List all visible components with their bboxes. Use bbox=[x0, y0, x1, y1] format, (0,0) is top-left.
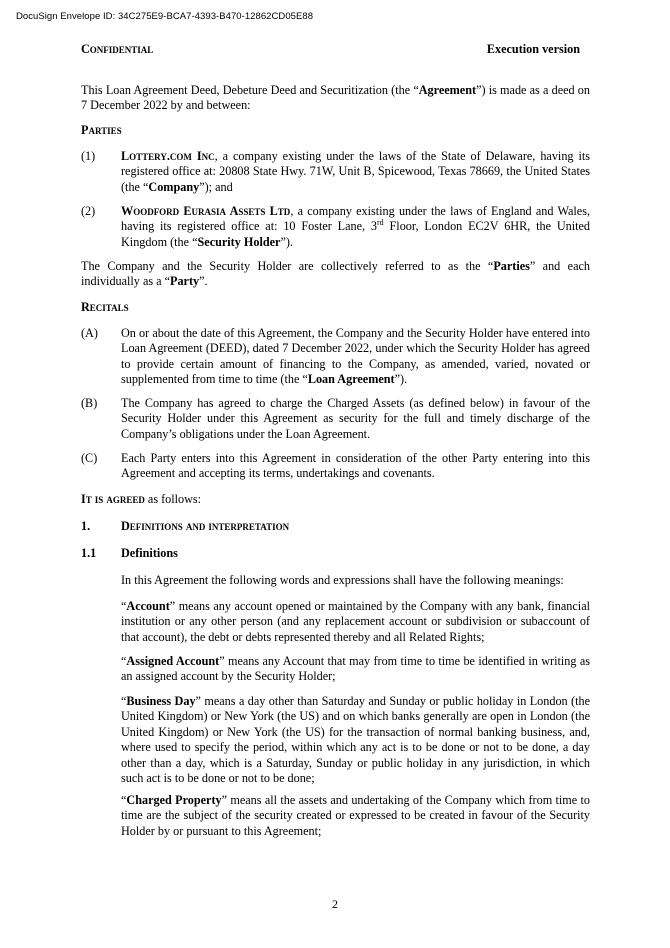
section-1-1-number: 1.1 bbox=[81, 546, 97, 560]
section-1-1-title: Definitions bbox=[121, 546, 178, 560]
docusign-envelope-id: DocuSign Envelope ID: 34C275E9-BCA7-4393-B470-12862CD05E88 bbox=[16, 11, 314, 22]
recital-c-text: Each Party enters into this Agreement in consideration of the other Party entering into this Agreement and accepting its terms, undertakings and covenants. bbox=[121, 451, 590, 481]
recital-b-label: (B) bbox=[81, 396, 98, 410]
execution-version-label: Execution version bbox=[486, 42, 580, 56]
party-1-text: Lottery.com Inc, a company existing under the laws of the State of Delaware, having its registered office at: 20808 State Hwy. 71W, Unit B, Spicewood, Texas 78669, the United States (the “Company”); and bbox=[121, 149, 590, 194]
recital-a-label: (A) bbox=[81, 326, 98, 340]
recital-b-text: The Company has agreed to charge the Charged Assets (as defined below) in favour of the Security Holder under this Agreement as security for the full and timely discharge of the Company’s obligations under the Loan Agreement. bbox=[121, 396, 590, 441]
intro-paragraph: This Loan Agreement Deed, Debeture Deed and Securitization (the “Agreement”) is made as a deed on 7 December 2022 by and between: bbox=[81, 83, 590, 113]
section-1-title: Definitions and interpretation bbox=[121, 519, 290, 533]
party-2-label: (2) bbox=[81, 204, 96, 218]
confidential-label: Confidential bbox=[81, 42, 154, 56]
party-2-text: Woodford Eurasia Assets Ltd, a company existing under the laws of England and Wales, having its registered office at: 10 Foster Lane, 3rd Floor, London EC2V 6HR, the United Kingdom (the “Security Holder”). bbox=[121, 204, 591, 249]
page-number: 2 bbox=[332, 897, 338, 911]
party-1-label: (1) bbox=[81, 149, 96, 163]
it-is-agreed: It is agreed as follows: bbox=[81, 492, 202, 506]
recital-a-text: On or about the date of this Agreement, the Company and the Security Holder have entered into Loan Agreement (DEED), dated 7 December 2022, under which the Security Holder has agreed to provide certain amount of financing to the Company, as amended, varied, novated or supplemented from time to time (the “Loan Agreement”). bbox=[121, 326, 590, 387]
section-1-number: 1. bbox=[81, 519, 91, 533]
parties-heading: Parties bbox=[81, 123, 122, 137]
recital-c-label: (C) bbox=[81, 451, 98, 465]
parties-collective-paragraph: The Company and the Security Holder are collectively referred to as the “Parties” and each individually as a “Party”. bbox=[81, 259, 590, 289]
recitals-heading: Recitals bbox=[81, 300, 129, 314]
